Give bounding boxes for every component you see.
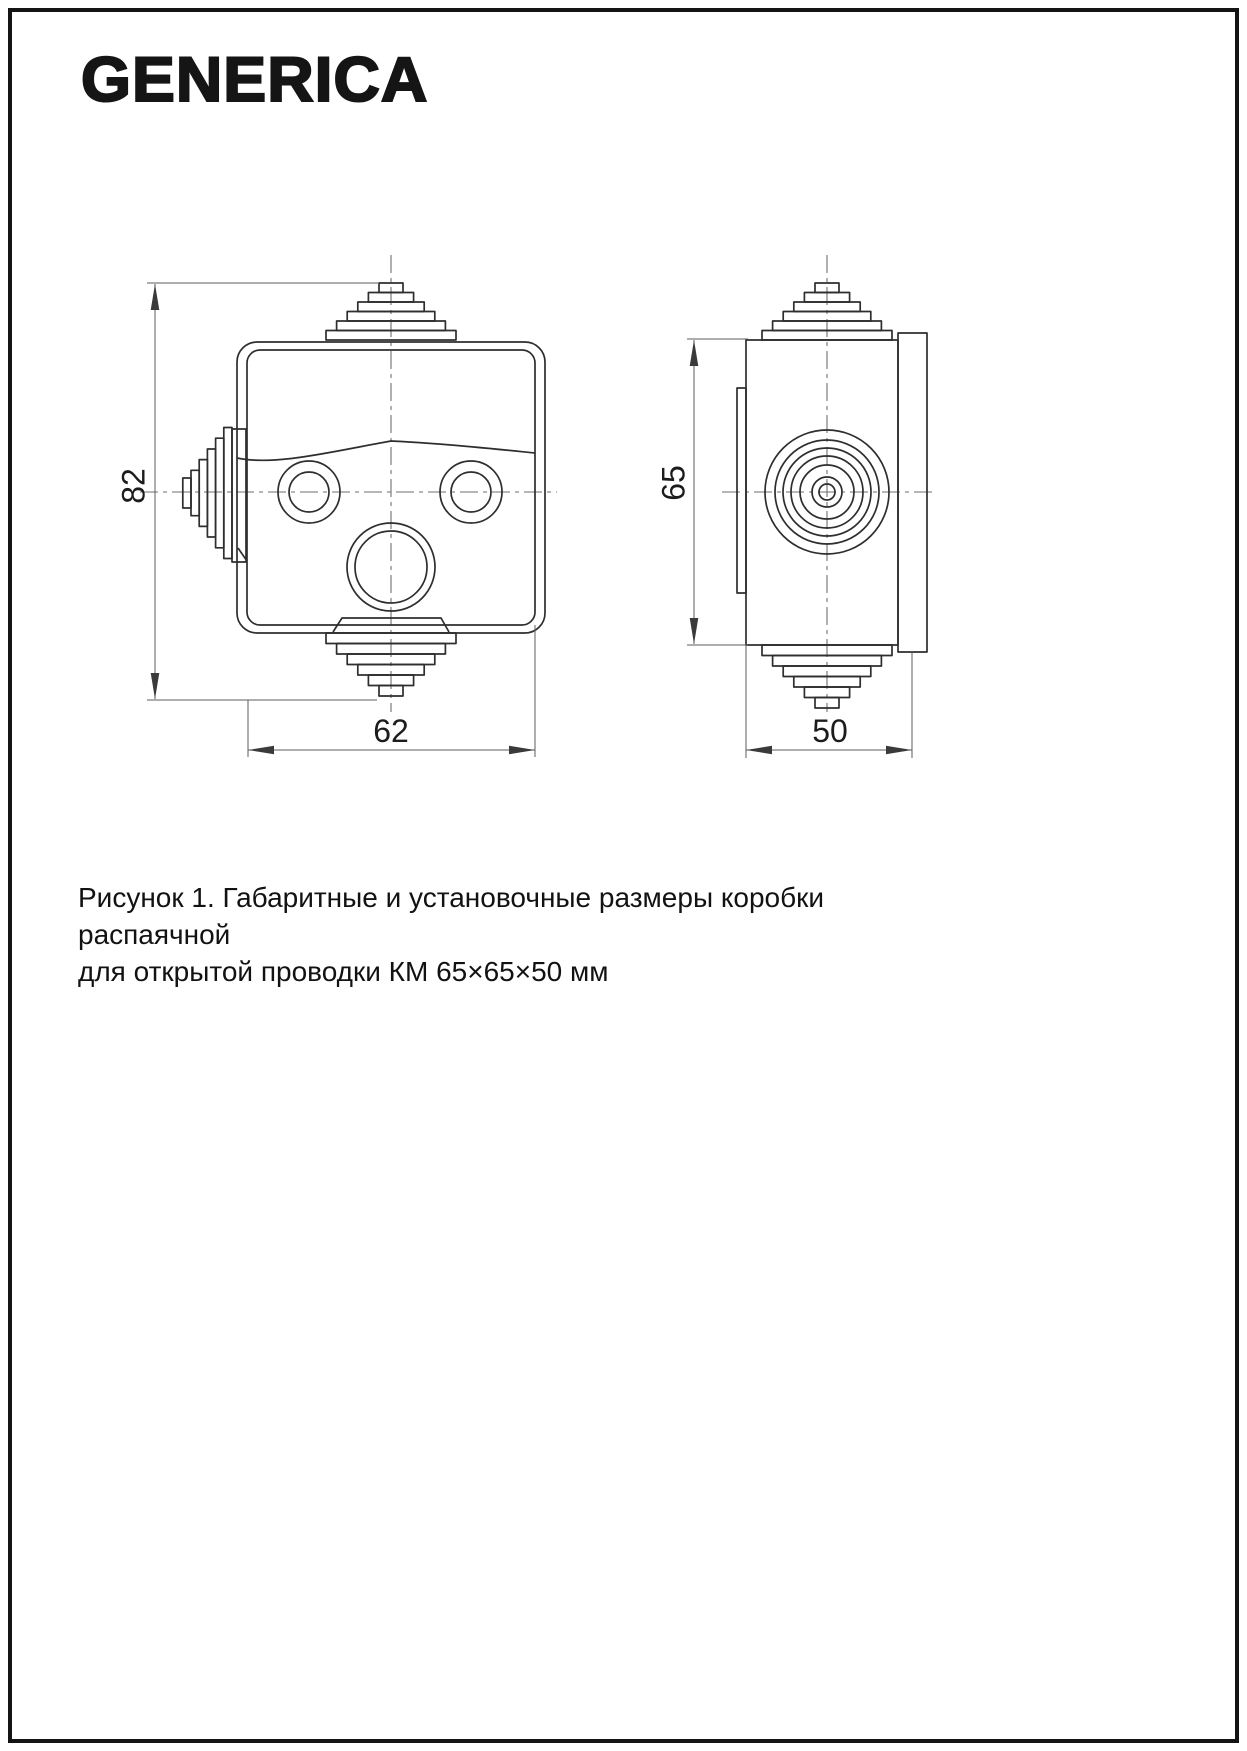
figure-caption-line1: Рисунок 1. Габаритные и установочные размеры коробки распаячной: [78, 882, 825, 950]
front-knockout-circles: [278, 461, 502, 611]
figure-caption: [78, 879, 838, 990]
dim-50-label: 50: [812, 713, 848, 749]
front-view-drawing: [140, 255, 557, 712]
lid-wavy-edge: [237, 441, 535, 460]
figure-caption-line2: для открытой проводки КМ 65×65×50 мм: [78, 956, 609, 987]
brand-logo: GENERICA: [81, 45, 429, 115]
side-flange-strip: [737, 388, 746, 593]
dim-65-label: 65: [655, 465, 692, 501]
dim-82-label: 82: [115, 468, 152, 504]
dimension-50: [746, 645, 912, 758]
dim-62-label: 62: [373, 713, 409, 749]
side-view-drawing: [722, 255, 933, 712]
